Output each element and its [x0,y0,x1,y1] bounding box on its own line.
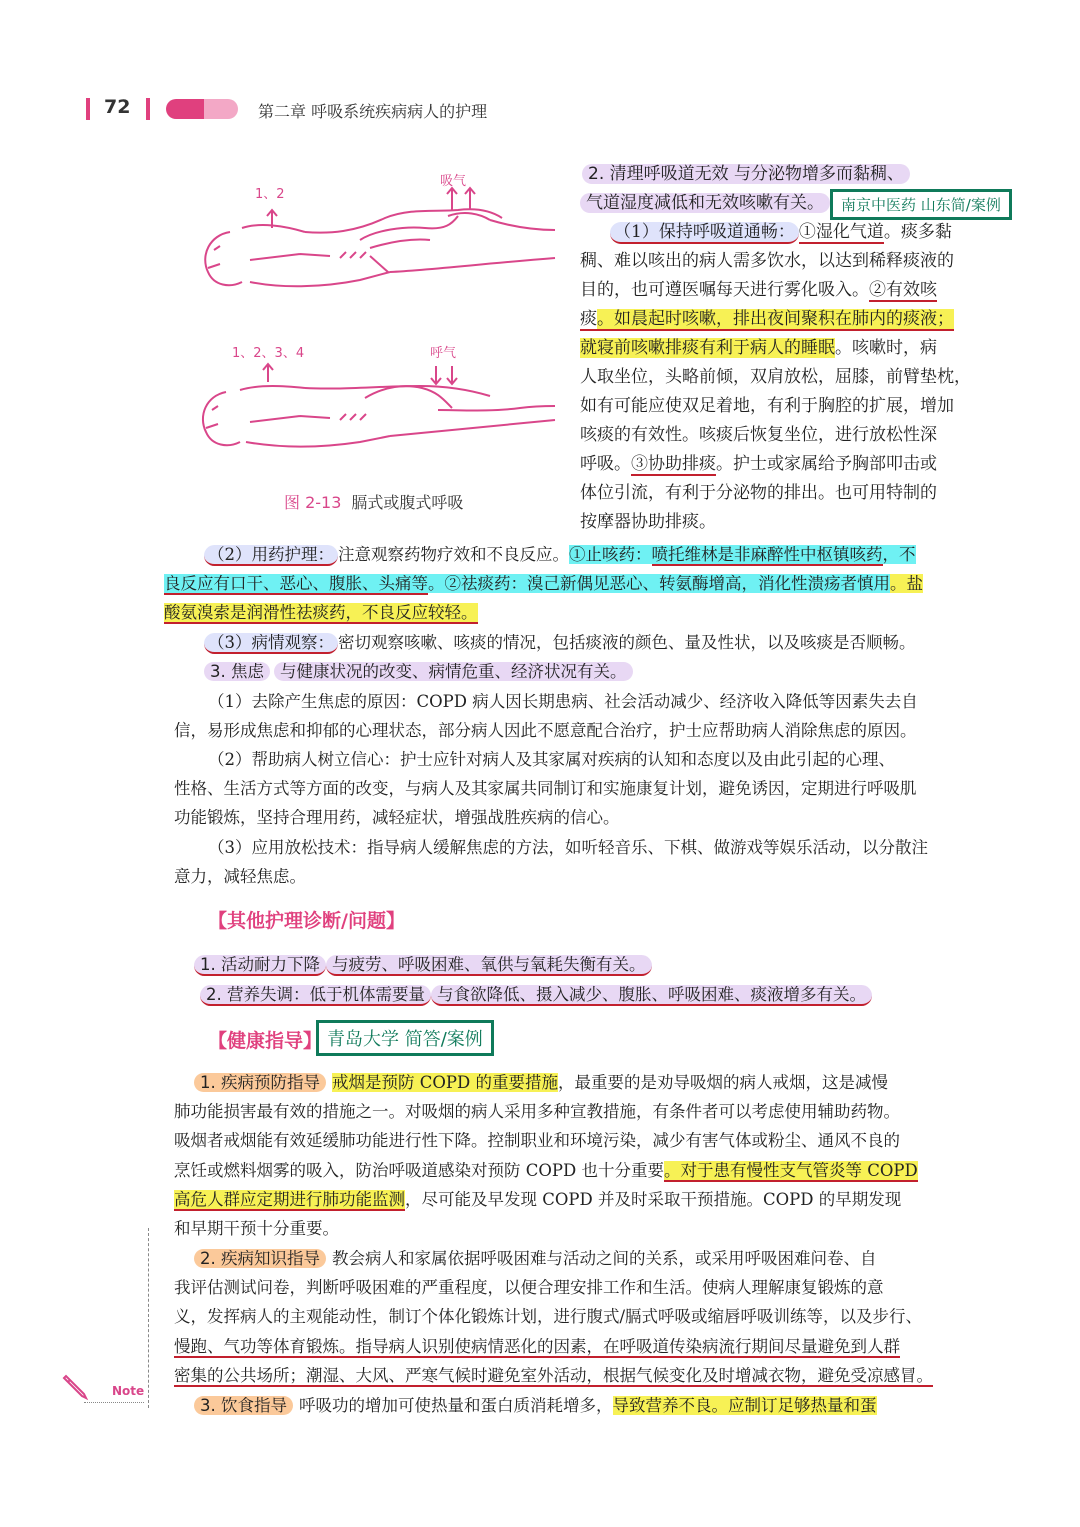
knowledge-line-2: 我评估测试问卷，判断呼吸困难的严重程度，以便合理安排工作和生活。使病人理解康复锻炼的意 [174,1278,884,1297]
header-bar-left [86,98,90,120]
anxiety-line-3: （2）帮助病人树立信心：护士应针对病人及其家属对疾病的认知和态度以及由此引起的心理、 [208,750,895,769]
health-line-5: 高危人群应定期进行肺功能监测，尽可能及早发现 COPD 并及时采取干预措施。COPD 的早期发现 [174,1190,902,1209]
health-line-1: 1. 疾病预防指导 戒烟是预防 COPD 的重要措施，最重要的是劝导吸烟的病人戒烟，这是减慢 [194,1068,888,1097]
right-line-9: 如有可能应使双足着地，有利于胸腔的扩展，增加 [580,396,954,416]
anxiety-line-2: 信，易形成焦虑和抑郁的心理状态，部分病人因此不愿意配合治疗，护士应帮助病人消除焦虑的原因。 [174,721,917,740]
med-line-3: 酸氨溴索是润滑性祛痰药，不良反应较轻。 [164,603,478,622]
right-line-7: 就寝前咳嗽排痰有利于病人的睡眠。咳嗽时，病 [580,338,937,358]
breathing-illustration [190,160,560,490]
header-bar-right [146,98,150,120]
handwritten-note-1: 南京中医药 山东简/案例 [830,189,1012,220]
right-line-12: 体位引流，有利于分泌物的排出。也可用特制的 [580,483,937,503]
other-item-2: 2. 营养失调：低于机体需要量 与食欲降低、摄入减少、腹胀、呼吸困难、痰液增多有关。 [200,980,872,1009]
med-line-2: 良反应有口干、恶心、腹胀、头痛等。②祛痰药：溴己新偶见恶心、转氨酶增高，消化性溃疡者慎用。盐 [164,574,923,593]
right-line-2: 气道湿度减低和无效咳嗽有关。 [580,189,830,218]
header-pill [166,99,206,119]
figure-number: 图 2-13 [284,493,342,512]
right-line-10: 咳痰的有效性。咳痰后恢复坐位，进行放松性深 [580,425,937,445]
knowledge-line-3: 义，发挥病人的主观能动性，制订个体化锻炼计划，进行腹式/膈式呼吸或缩唇呼吸训练等，以及步行、 [174,1307,923,1326]
pencil-icon [60,1372,90,1406]
obs-line: （3）病情观察： 密切观察咳嗽、咳痰的情况，包括痰液的颜色、量及性状，以及咳痰是否顺畅。 [204,628,916,657]
figure-title: 膈式或腹式呼吸 [351,493,464,512]
health-line-4: 烹饪或燃料烟雾的吸入，防治呼吸道感染对预防 COPD 也十分重要。对于患有慢性支气管炎等 COPD [174,1161,918,1180]
anxiety-heading: 3. 焦虑 与健康状况的改变、病情危重、经济状况有关。 [204,657,633,686]
margin-note-rule [84,1402,144,1403]
med-line-1: （2）用药护理： 注意观察药物疗效和不良反应。①止咳药：喷托维林是非麻醉性中枢镇咳药，不 [204,540,916,569]
right-line-13: 按摩器协助排痰。 [580,512,716,532]
knowledge-line-4: 慢跑、气功等体育锻炼。指导病人识别使病情恶化的因素，在呼吸道传染病流行期间尽量避免到人群 [174,1337,900,1356]
margin-divider [148,1228,149,1408]
right-line-1: 2. 清理呼吸道无效 与分泌物增多而黏稠、 [582,160,910,189]
anxiety-line-6: （3）应用放松技术：指导病人缓解焦虑的方法，如听轻音乐、下棋、做游戏等娱乐活动，以分散注 [208,838,928,857]
health-line-3: 吸烟者戒烟能有效延缓肺功能进行性下降。控制职业和环境污染，减少有害气体或粉尘、通风不良的 [174,1131,900,1150]
handwritten-note-2: 青岛大学 简答/案例 [316,1020,494,1056]
health-line-6: 和早期干预十分重要。 [174,1219,339,1238]
anxiety-line-4: 性格、生活方式等方面的改变，与病人及其家属共同制订和实施康复计划，避免诱因，定期进行呼吸肌 [174,779,917,798]
section-other-diagnoses: 【其他护理诊断/问题】 [208,910,405,932]
section-health-guidance: 【健康指导】 [208,1030,323,1052]
breathing-figure [190,160,560,490]
knowledge-line-5: 密集的公共场所；潮湿、大风、严寒气候时避免室外活动，根据气候变化及时增减衣物，避免受凉感冒。 [174,1366,933,1385]
right-line-6: 痰。如晨起时咳嗽，排出夜间聚积在肺内的痰液； [580,309,954,329]
header-pill-light [204,99,238,119]
right-line-3: （1）保持呼吸道通畅： ①湿化气道。痰多黏 [610,218,952,247]
right-line-5: 目的，也可遵医嘱每天进行雾化吸入。②有效咳 [580,280,937,300]
page-number: 72 [104,96,131,118]
other-item-1: 1. 活动耐力下降 与疲劳、呼吸困难、氧供与氧耗失衡有关。 [194,950,652,979]
right-line-4: 稠、难以咳出的病人需多饮水，以达到稀释痰液的 [580,251,954,271]
margin-note-label: Note [112,1384,145,1398]
top-label-right: 吸气 [440,174,467,189]
health-line-2: 肺功能损害最有效的措施之一。对吸烟的病人采用多种宣教措施，有条件者可以考虑使用辅助药物。 [174,1102,900,1121]
pencil-icon-svg [60,1372,90,1402]
knowledge-line-1: 2. 疾病知识指导 教会病人和家属依据呼吸困难与活动之间的关系，或采用呼吸困难问卷、自 [194,1244,877,1273]
top-label-left: 1、2 [255,187,285,202]
figure-caption [284,490,463,513]
right-line-8: 人取坐位，头略前倾，双肩放松，屈膝，前臂垫枕， [580,367,971,387]
anxiety-line-1: （1）去除产生焦虑的原因：COPD 病人因长期患病、社会活动减少、经济收入降低等因素失去自 [208,692,918,711]
bottom-label-left: 1、2、3、4 [232,346,305,361]
anxiety-line-5: 功能锻炼，坚持合理用药，减轻症状，增强战胜疾病的信心。 [174,808,620,827]
bottom-label-right: 呼气 [430,346,457,361]
diet-line-1: 3. 饮食指导 呼吸功的增加可使热量和蛋白质消耗增多，导致营养不良。应制订足够热量和蛋 [194,1391,877,1420]
anxiety-line-7: 意力，减轻焦虑。 [174,867,306,886]
right-line-11: 呼吸。③协助排痰。护士或家属给予胸部叩击或 [580,454,937,474]
chapter-title: 第二章 呼吸系统疾病病人的护理 [258,102,488,121]
